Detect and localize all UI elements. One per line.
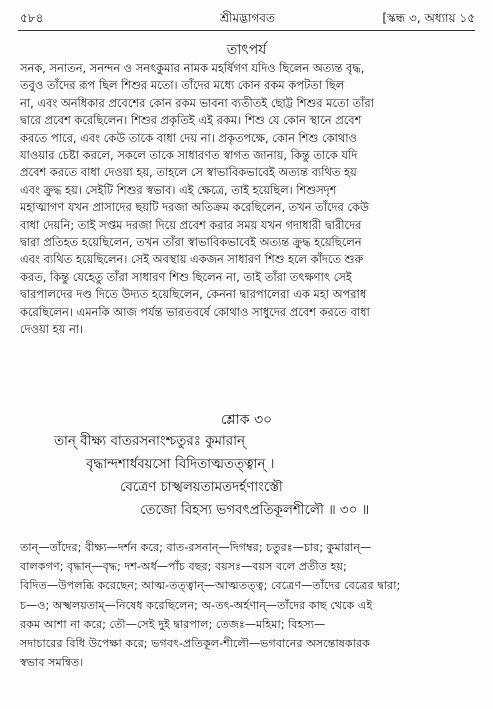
book-title: শ্রীমদ্ভাগবত (219, 11, 275, 25)
synonyms-line: তান্—তাঁদের; বীক্ষ্য—দর্শন করে; বাত-রসনান্—দিগম্বর; চতুরঃ—চার; কুমারান্— (20, 541, 372, 554)
synonyms-line: বিদিত—উপলব্ধি করেছেন; আত্ম-তত্ত্বান্—আত্মতত্ত্ব; বেত্রেণ—তাঁদের বেত্রের দ্বারা; (20, 579, 401, 593)
header-rule (18, 30, 475, 31)
purport-line: করতে পারে, এবং কেউ তাকে বাধা দেয় না। প্রকৃতপক্ষে, কোন শিশু কোথাও (20, 130, 357, 145)
page-header (20, 8, 475, 28)
purport-text (20, 60, 473, 339)
purport-line: না, এবং অনধিকার প্রবেশের কোন রকম ভাবনা ব্যতীতই ছোট্ট শিশুর মতো তাঁরা (20, 95, 374, 110)
verse-line: তান্ বীক্ষ্য বাতরসনাংশ্চতুরঃ কুমারান্ (54, 434, 246, 449)
verse-line: বেত্রেণ চাস্খলয়তামতদর্হণাংস্তৌ (120, 480, 283, 495)
verse-text (30, 430, 471, 522)
purport-line: এবং ব্যথিত হয়েছিলেন। সেই অবস্থায় একজন সাধারণ শিশু হলে কাঁদতে শুরু (20, 252, 364, 267)
purport-line: মহাত্মাগণ যখন প্রাসাদের ছয়টি দরজা অতিক্রম করেছিলেন, তখন তাঁদের কেউ (20, 200, 369, 215)
page-number: ৫৮৪ (20, 11, 44, 25)
synonyms-line: সদাচারের বিধি উপেক্ষা করে; ভগবৎ-প্রতিকূল-শীলৌ—ভগবানের অসন্তোষকারক (20, 637, 370, 651)
purport-line: দ্বারপালদের দণ্ড দিতে উদ্যত হয়েছিলেন, কেননা দ্বারপালেরা এক মহা অপরাধ (20, 287, 367, 302)
purport-line: দ্বারে প্রবেশ করেছিলেন। শিশুর প্রকৃতিই এই রকম। শিশু যে কোন স্থানে প্রবেশ (20, 113, 362, 128)
purport-line: দেওয়া হয় না। (20, 322, 84, 337)
purport-line: এবং ক্রুদ্ধ হয়। সেইটি শিশুর স্বভাব। এই ক্ষেত্রে, তাই হয়েছিল। শিশুসদৃশ (20, 182, 337, 197)
purport-line: যাওয়ার চেষ্টা করলে, সকলে তাকে সাধারণত স্বাগত জানায়, কিন্তু তাকে যদি (20, 148, 358, 163)
purport-heading: তাৎপর্য (226, 42, 267, 58)
purport-line: করত, কিন্তু যেহেতু তাঁরা সাধারণ শিশু ছিলেন না, তাই তাঁরা তৎক্ষণাৎ সেই (20, 269, 352, 284)
chapter-reference: [স্কন্ধ ৩, অধ্যায় ১৫ (382, 11, 475, 25)
synonyms-line: চ—ও; অস্খলয়তাম্—নিষেধ করেছিলেন; অ-তৎ-অর্হণান্—তাঁদের কাছ থেকে এই (20, 598, 373, 612)
purport-line: করেছিলেন। এমনকি আজ পর্যন্ত ভারতবর্ষে কোথাও সাধুদের প্রবেশ করতে বাধা (20, 304, 370, 319)
purport-line: সনক, সনাতন, সনন্দন ও সনৎকুমার নামক মহর্ষিগণ যদিও ছিলেন অত্যন্ত বৃদ্ধ, (20, 61, 365, 75)
purport-line: দ্বারা প্রতিহত হয়েছিলেন, তখন তাঁরা স্বাভাবিকভাবেই অত্যন্ত ক্রুদ্ধ হয়েছিলেন (20, 235, 362, 250)
verse-line: বৃদ্ধান্দশার্ধবয়সো বিদিতাত্মতত্ত্বান্ । (86, 457, 275, 472)
synonyms-line: স্বভাব সমন্বিত। (20, 656, 84, 670)
verse-line: তেজো বিহস্য ভগবৎপ্রতিকূলশীলৌ ॥ ৩০ ॥ (140, 503, 370, 518)
purport-line: তবুও তাঁদের রূপ ছিল শিশুর মতো। তাঁদের মধ্যে কোন রকম কপটতা ছিল (20, 78, 345, 93)
synonyms-text (20, 538, 473, 672)
purport-line: বাধা দেয়নি; তাই সপ্তম দরজা দিয়ে প্রবেশ করার সময় যখন গদাধারী দ্বারীদের (20, 217, 362, 232)
synonyms-line: বালকগণ; বৃদ্ধান্—বৃদ্ধ; দশ-অর্ধ—পাঁচ বছর; বয়সঃ—বয়স বলে প্রতীত হয়; (20, 560, 347, 574)
purport-line: প্রবেশ করতে বাধা দেওয়া হয়, তাহলে সে স্বাভাবিকভাবেই অত্যন্ত ব্যথিত হয় (20, 165, 357, 180)
verse-heading: শ্লোক ৩০ (220, 412, 273, 428)
synonyms-line: রকম আশা না করে; তৌ—সেই দুই দ্বারপাল; তেজঃ—মহিমা; বিহস্য— (20, 617, 326, 631)
